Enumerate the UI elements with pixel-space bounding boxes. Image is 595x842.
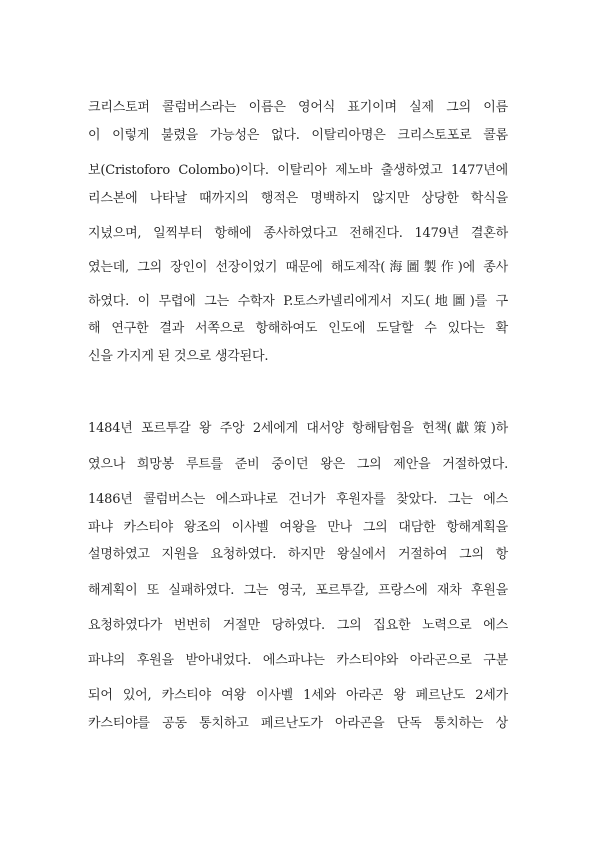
text-line: 해 연구한 결과 서쪽으로 항해하여도 인도에 도달할 수 있다는 확 bbox=[88, 321, 508, 336]
text-line: 이 이렇게 불렸을 가능성은 없다. 이탈리아명은 크리스토포로 콜롬 bbox=[88, 128, 508, 143]
text-line: 되어 있어, 카스티야 여왕 이사벨 1세와 아라곤 왕 페르난도 2세가 bbox=[88, 688, 508, 703]
text-line: 설명하였고 지원을 요청하였다. 하지만 왕실에서 거절하여 그의 항 bbox=[88, 547, 508, 562]
text-line: 하였다. 이 무렵에 그는 수학자 P.토스카넬리에게서 지도(地圖)를 구 bbox=[88, 294, 508, 309]
text-line: 크리스토퍼 콜럼버스라는 이름은 영어식 표기이며 실제 그의 이름 bbox=[88, 100, 508, 115]
text-line: 였는데, 그의 장인이 선장이었기 때문에 해도제작(海圖製作)에 종사 bbox=[88, 260, 508, 275]
text-line: 신을 가지게 된 것으로 생각된다. bbox=[88, 349, 269, 364]
text-line: 리스본에 나타날 때까지의 행적은 명백하지 않지만 상당한 학식을 bbox=[88, 191, 508, 206]
text-line: 1486년 콜럼버스는 에스파냐로 건너가 후원자를 찾았다. 그는 에스 bbox=[88, 492, 508, 507]
text-line: 파냐의 후원을 받아내었다. 에스파냐는 카스티야와 아라곤으로 구분 bbox=[88, 653, 508, 668]
text-line: 카스티야를 공동 통치하고 페르난도가 아라곤을 단독 통치하는 상 bbox=[88, 716, 508, 731]
text-line: 지녔으며, 일찍부터 항해에 종사하였다고 전해진다. 1479년 결혼하 bbox=[88, 226, 508, 241]
text-line: 요청하였다가 번번히 거절만 당하였다. 그의 집요한 노력으로 에스 bbox=[88, 618, 508, 633]
text-line: 였으나 희망봉 루트를 준비 중이던 왕은 그의 제안을 거절하였다. bbox=[88, 457, 508, 472]
text-line: 해계획이 또 실패하였다. 그는 영국, 포르투갈, 프랑스에 재차 후원을 bbox=[88, 583, 508, 598]
text-line: 1484년 포르투갈 왕 주앙 2세에게 대서양 항해탐험을 헌책(獻策)하 bbox=[88, 421, 508, 436]
text-line: 파냐 카스티야 왕조의 이사벨 여왕을 만나 그의 대담한 항해계획을 bbox=[88, 520, 508, 535]
text-line: 보(Cristoforo Colombo)이다. 이탈리아 제노바 출생하였고 1477년에 bbox=[88, 163, 508, 178]
